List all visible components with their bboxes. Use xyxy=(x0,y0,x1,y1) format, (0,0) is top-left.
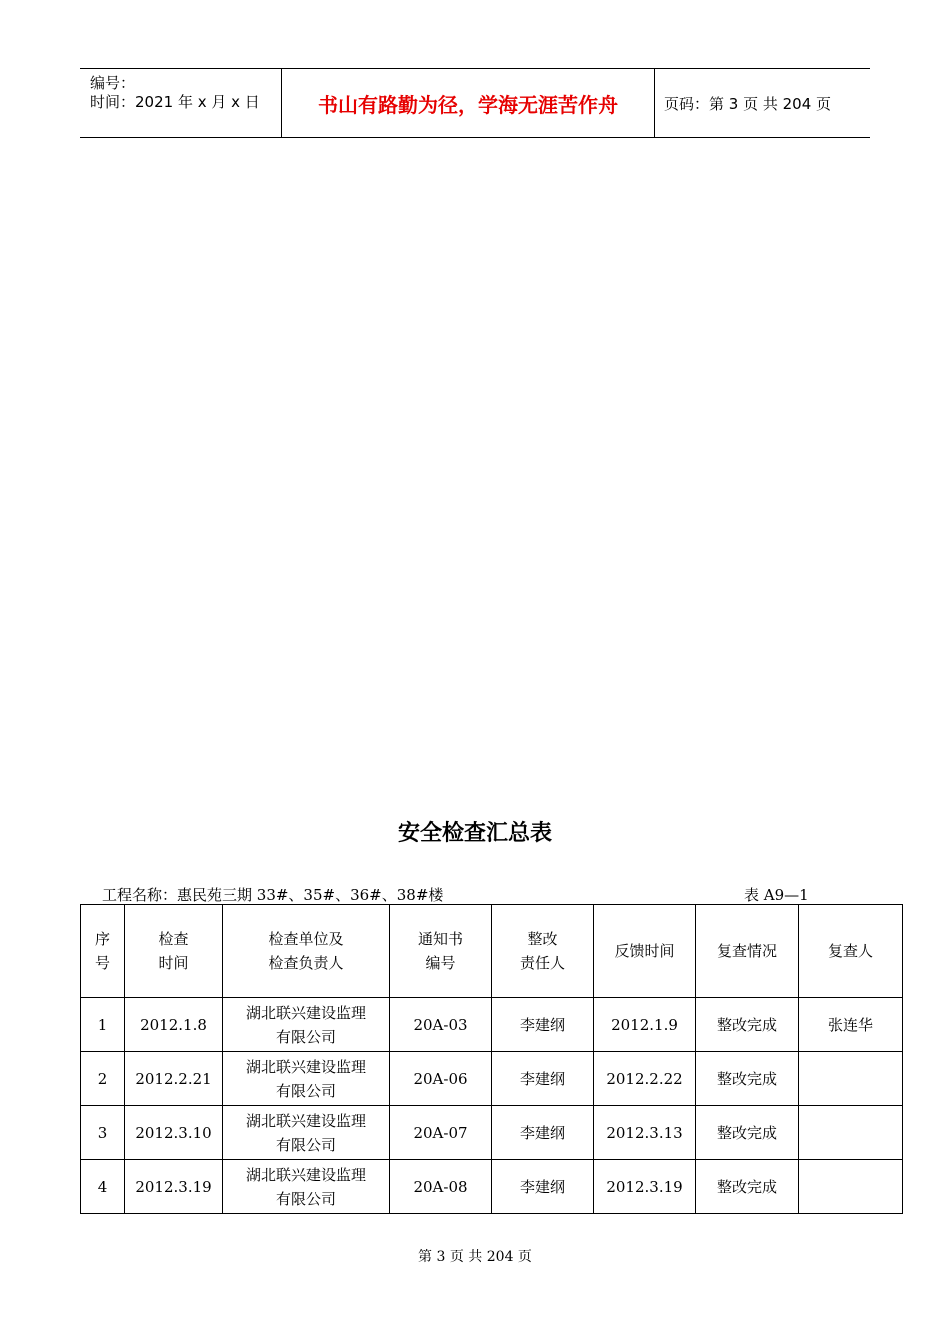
header-page-label: 页码：第 3 页 共 204 页 xyxy=(664,94,832,113)
cell-notice-no: 20A-07 xyxy=(390,1106,492,1160)
cell-status: 整改完成 xyxy=(696,1160,799,1214)
header-cell-check-time: 检查 时间 xyxy=(125,905,223,998)
header-motto: 书山有路勤为径，学海无涯苦作舟 xyxy=(282,69,655,137)
cell-responsible: 李建纲 xyxy=(492,1106,594,1160)
cell-check-time: 2012.3.19 xyxy=(125,1160,223,1214)
header-cell-status: 复查情况 xyxy=(696,905,799,998)
cell-status: 整改完成 xyxy=(696,1052,799,1106)
cell-reviewer xyxy=(799,1052,903,1106)
cell-check-time: 2012.2.21 xyxy=(125,1052,223,1106)
cell-notice-no: 20A-03 xyxy=(390,998,492,1052)
table-row xyxy=(81,1052,903,1106)
cell-unit: 湖北联兴建设监理 有限公司 xyxy=(223,1160,390,1214)
number-label: 编号： xyxy=(90,74,136,92)
cell-reviewer: 张连华 xyxy=(799,998,903,1052)
project-name: 工程名称：惠民苑三期 33#、35#、36#、38#楼 xyxy=(102,886,444,904)
cell-no: 2 xyxy=(81,1052,125,1106)
cell-responsible: 李建纲 xyxy=(492,1052,594,1106)
cell-reviewer xyxy=(799,1106,903,1160)
summary-table xyxy=(80,904,903,1214)
cell-status: 整改完成 xyxy=(696,1106,799,1160)
cell-responsible: 李建纲 xyxy=(492,998,594,1052)
table-row xyxy=(81,1160,903,1214)
header-meta-cell xyxy=(80,69,282,137)
page-header xyxy=(80,68,870,138)
header-cell-no: 序 号 xyxy=(81,905,125,998)
table-row xyxy=(81,998,903,1052)
cell-feedback-time: 2012.1.9 xyxy=(594,998,696,1052)
cell-no: 3 xyxy=(81,1106,125,1160)
cell-check-time: 2012.1.8 xyxy=(125,998,223,1052)
cell-unit: 湖北联兴建设监理 有限公司 xyxy=(223,1052,390,1106)
form-number: 表 A9—1 xyxy=(744,886,809,904)
table-header-row xyxy=(81,905,903,998)
cell-no: 1 xyxy=(81,998,125,1052)
header-cell-reviewer: 复查人 xyxy=(799,905,903,998)
time-label: 时间：2021 年 x 月 x 日 xyxy=(90,93,260,111)
cell-no: 4 xyxy=(81,1160,125,1214)
cell-responsible: 李建纲 xyxy=(492,1160,594,1214)
document-title: 安全检查汇总表 xyxy=(397,821,552,846)
cell-status: 整改完成 xyxy=(696,998,799,1052)
header-cell-responsible: 整改 责任人 xyxy=(492,905,594,998)
header-cell-unit: 检查单位及 检查负责人 xyxy=(223,905,390,998)
cell-feedback-time: 2012.3.13 xyxy=(594,1106,696,1160)
cell-feedback-time: 2012.2.22 xyxy=(594,1052,696,1106)
cell-unit: 湖北联兴建设监理 有限公司 xyxy=(223,998,390,1052)
cell-reviewer xyxy=(799,1160,903,1214)
table-row xyxy=(81,1106,903,1160)
header-cell-notice-no: 通知书 编号 xyxy=(390,905,492,998)
cell-unit: 湖北联兴建设监理 有限公司 xyxy=(223,1106,390,1160)
header-cell-feedback-time: 反馈时间 xyxy=(594,905,696,998)
cell-notice-no: 20A-08 xyxy=(390,1160,492,1214)
cell-feedback-time: 2012.3.19 xyxy=(594,1160,696,1214)
page-footer: 第 3 页 共 204 页 xyxy=(418,1249,532,1265)
cell-notice-no: 20A-06 xyxy=(390,1052,492,1106)
cell-check-time: 2012.3.10 xyxy=(125,1106,223,1160)
